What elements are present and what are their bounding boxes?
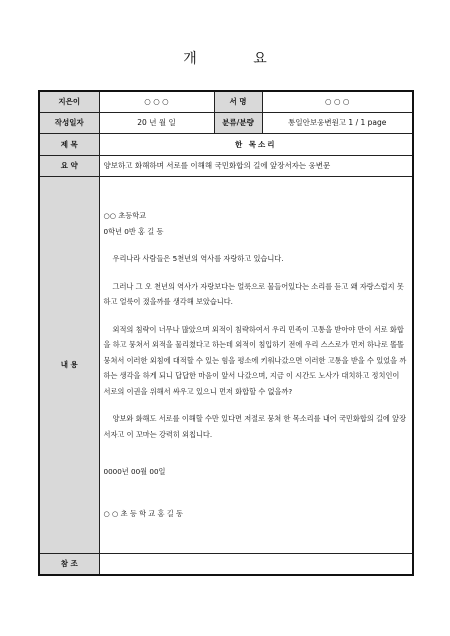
outline-form-table — [38, 90, 414, 576]
date-label: 작성일자 — [39, 112, 99, 133]
reference-label: 참 조 — [39, 553, 99, 575]
paragraph-2: 그러나 그 오 천년의 역사가 자랑보다는 얼룩으로 물들어있다는 소리를 듣고 왜 자랑스럽지 못하고 얼룩이 졌을까를 생각해 보았습니다. — [103, 281, 404, 306]
writer-value: ○ ○ ○ — [262, 91, 413, 112]
subject-value: 한 목소리 — [99, 133, 413, 155]
category-value: 통일안보웅변원고 1 / 1 page — [262, 112, 413, 133]
category-label: 분류/분량 — [214, 112, 262, 133]
date-line: 0000년 00월 00일 — [103, 467, 166, 476]
content-body — [99, 176, 413, 553]
reference-value — [99, 553, 413, 575]
summary-label: 요 약 — [39, 155, 99, 176]
school-line: ○○ 초등학교 — [103, 211, 147, 220]
paragraph-3: 외적의 침략이 너무나 많았으며 외적이 침략하여서 우리 민족이 고통을 받아야 만이 서로 화합을 하고 뭉쳐서 외적을 물리쳤다고 하는데 외적이 침입하기 전에 우리 스스로가 먼저 하나로 똘똘 뭉쳐서 이러한 외침에 대적할 수 있는 힘을 평소에 키워나갔으면 이러한 고통을 받을 수 있었을 까 하는 생각을 하게 되니 답답한 마음이 앞서 나갔으며, 지금 이 시간도 노사가 대치하고 정치인이 서로의 이권을 위해서 싸우고 있으니 먼저 화합할 수 없을까? — [103, 324, 407, 396]
author-label: 지은이 — [39, 91, 99, 112]
author-value: ○ ○ ○ — [99, 91, 214, 112]
paragraph-1: 우리나라 사람들은 5천년의 역사를 자랑하고 있습니다. — [112, 254, 284, 263]
paragraph-4: 양보와 화해도 서로를 이해할 수만 있다면 저절로 뭉쳐 한 목소리를 내어 국민화합의 길에 앞장서자고 이 꼬마는 강력히 외칩니다. — [103, 414, 407, 439]
content-label: 내 용 — [39, 176, 99, 553]
student-line: 0학년 0반 홍 길 동 — [103, 226, 164, 236]
writer-label: 서 명 — [214, 91, 262, 112]
date-value: 20 년 월 일 — [99, 112, 214, 133]
signature-line: ○ ○ 초 등 학 교 홍 길 동 — [103, 508, 183, 518]
summary-value: 양보하고 화해하며 서로를 이해해 국민화합의 길에 앞장서자는 웅변문 — [99, 155, 413, 176]
document-title: 개 요 — [183, 51, 293, 67]
subject-label: 제 목 — [39, 133, 99, 155]
